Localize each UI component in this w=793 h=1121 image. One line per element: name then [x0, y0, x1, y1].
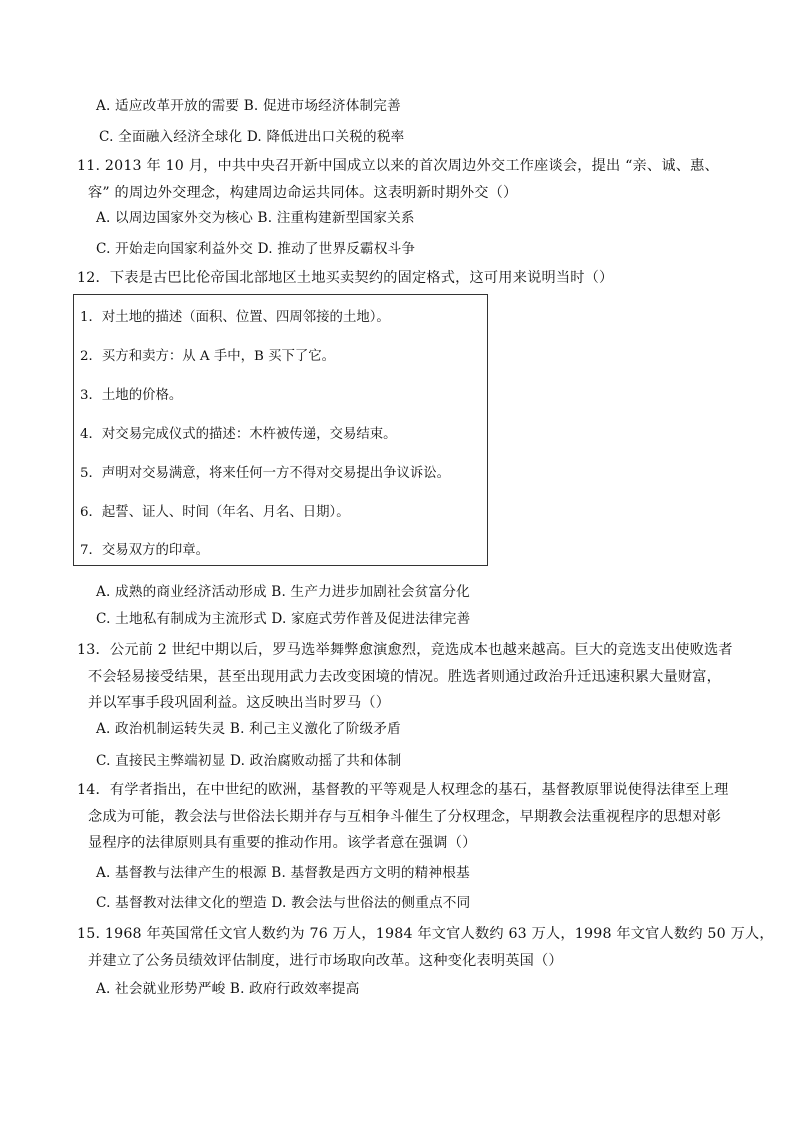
q15-stem-line1: 15. 1968 年英国常任文官人数约为 76 万人，1984 年文官人数约 63 万人，1998 年文官人数约 50 万人，	[77, 926, 774, 942]
q11-stem-line2: 容” 的周边外交理念，构建周边命运共同体。这表明新时期外交（）	[88, 185, 518, 201]
q12-stem-line1: 12．下表是古巴比伦帝国北部地区土地买卖契约的固定格式，这可用来说明当时（）	[77, 270, 614, 286]
q12-option-cd: C. 土地私有制成为主流形式 D. 家庭式劳作普及促进法律完善	[96, 611, 471, 627]
q13-stem-line2: 不会轻易接受结果，甚至出现用武力去改变困境的情况。胜选者则通过政治升迁迅速积累大量财富，	[88, 669, 722, 685]
q11-stem-line1: 11. 2013 年 10 月，中共中央召开新中国成立以来的首次周边外交工作座谈会，提出 “亲、诚、惠、	[77, 158, 719, 174]
q14-stem-line3: 显程序的法律原则具有重要的推动作用。该学者意在强调（）	[88, 835, 477, 851]
table-row: 5．声明对交易满意，将来任何一方不得对交易提出争议诉讼。	[80, 466, 451, 481]
q14-option-ab: A. 基督教与法律产生的根源 B. 基督教是西方文明的精神根基	[96, 865, 470, 881]
q15-option-ab: A. 社会就业形势严峻 B. 政府行政效率提高	[96, 981, 360, 997]
q14-stem-line1: 14．有学者指出，在中世纪的欧洲，基督教的平等观是人权理念的基石，基督教原罪说使得法律至上理	[77, 782, 729, 798]
q11-option-cd: C. 开始走向国家利益外交 D. 推动了世界反霸权斗争	[96, 241, 416, 257]
q14-option-cd: C. 基督教对法律文化的塑造 D. 教会法与世俗法的侧重点不同	[96, 895, 471, 911]
table-row: 3．土地的价格。	[80, 388, 183, 403]
table-row: 6．起誓、证人、时间（年名、月名、日期）。	[80, 505, 350, 520]
q10-option-cd: C. 全面融入经济全球化 D. 降低进出口关税的税率	[99, 129, 405, 145]
table-row: 1．对土地的描述（面积、位置、四周邻接的土地）。	[80, 310, 390, 325]
q10-option-ab: A. 适应改革开放的需要 B. 促进市场经济体制完善	[96, 98, 401, 114]
q12-contract-table	[73, 294, 488, 566]
table-row: 2．买方和卖方：从 A 手中，B 买下了它。	[80, 349, 336, 364]
q11-option-ab: A. 以周边国家外交为核心 B. 注重构建新型国家关系	[96, 210, 415, 226]
table-row: 4．对交易完成仪式的描述：木杵被传递，交易结束。	[80, 427, 397, 442]
q13-stem-line3: 并以军事手段巩固利益。这反映出当时罗马（）	[88, 695, 391, 711]
q13-stem-line1: 13．公元前 2 世纪中期以后，罗马选举舞弊愈演愈烈，竞选成本也越来越高。巨大的竞选支出使败选者	[77, 642, 733, 658]
q13-option-cd: C. 直接民主弊端初显 D. 政治腐败动摇了共和体制	[96, 753, 402, 769]
q15-stem-line2: 并建立了公务员绩效评估制度，进行市场取向改革。这种变化表明英国（）	[88, 953, 563, 969]
q12-option-ab: A. 成熟的商业经济活动形成 B. 生产力进步加剧社会贫富分化	[96, 584, 470, 600]
q13-option-ab: A. 政治机制运转失灵 B. 利己主义激化了阶级矛盾	[96, 721, 401, 737]
q14-stem-line2: 念成为可能，教会法与世俗法长期并存与互相争斗催生了分权理念，早期教会法重视程序的思想对彰	[88, 809, 722, 825]
table-row: 7．交易双方的印章。	[80, 543, 210, 558]
